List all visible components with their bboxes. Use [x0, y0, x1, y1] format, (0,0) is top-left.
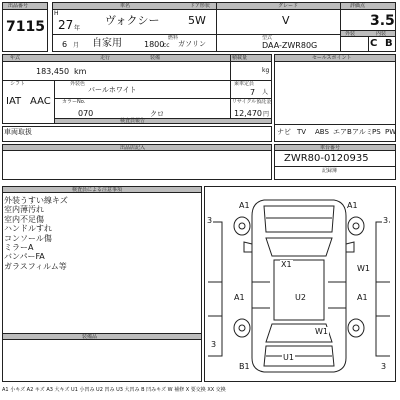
doors-value: 5W: [188, 14, 206, 27]
option-nav: ナビ: [277, 128, 291, 136]
score-value: 3.5: [370, 13, 395, 29]
grade-label: グレード: [278, 3, 299, 9]
grade-value: V: [282, 14, 290, 27]
damage-mark: 3: [383, 216, 389, 225]
seats-value: 7: [250, 88, 256, 97]
recycle-label: リサイクル預託金: [232, 99, 272, 105]
displacement-value: 1800: [144, 40, 165, 49]
damage-item: ミラーA: [4, 243, 34, 253]
damage-mark: A1: [234, 293, 245, 302]
seats-unit: 人: [262, 89, 269, 96]
make-label: 車名: [120, 3, 131, 9]
year-era: H: [54, 10, 59, 17]
score-label: 評価点: [350, 3, 366, 9]
seats-label: 乗車定員: [234, 81, 255, 87]
damage-mark: A1: [347, 201, 358, 210]
damage-mark: X1: [281, 260, 292, 269]
car-diagram: [204, 186, 396, 382]
color-no-value: 070: [78, 109, 94, 118]
interior-grade: C: [370, 38, 378, 49]
damage-mark: 3: [211, 340, 217, 349]
damage-mark: A1: [239, 201, 250, 210]
option-airbag: エアB: [333, 128, 352, 136]
doors-label: ドア形状: [190, 3, 210, 9]
option-ps: PS: [372, 128, 381, 136]
color-value: パールホワイト: [88, 86, 137, 94]
fuel-value: ガソリン: [178, 40, 206, 48]
damage-mark: W1: [315, 327, 328, 336]
equipment-label-bar: [2, 333, 202, 340]
header-label-bar: [52, 2, 396, 10]
shift-value: IAT: [6, 96, 22, 107]
chassis-label: 車台番号: [320, 145, 341, 151]
option-abs: ABS: [315, 128, 329, 136]
damage-item: ガラスフィルム等: [4, 261, 67, 271]
recycle-value: 12,470: [234, 109, 262, 118]
specs-block: [2, 54, 272, 124]
ac-value: AAC: [30, 96, 51, 107]
damage-item: 室内薄汚れ: [4, 205, 44, 215]
damage-item: 外装うすい線キズ: [4, 196, 68, 205]
history-block: [2, 126, 272, 142]
model-code-label: 型式: [262, 35, 273, 41]
damage-item: 室内不足傷: [4, 214, 44, 224]
mileage-unit: km: [74, 67, 87, 76]
year: 27: [58, 18, 74, 32]
damage-mark: U1: [283, 353, 294, 362]
damage-item: ハンドルすれ: [4, 224, 52, 234]
interior-label: 内装: [376, 31, 387, 37]
footer-legend: A1 小キズ A2 キズ A3 大キズ U1 小凹み U2 凹み U3 大凹み B 凹みキズ W 補修 X 要交換 XX 交換: [2, 387, 226, 393]
seller-notes-label: 出品店記入: [120, 145, 146, 151]
load-unit: kg: [262, 67, 270, 74]
color-no-label: カラーNo.: [62, 99, 86, 105]
month: 6: [62, 40, 68, 49]
damage-mark: 3: [207, 216, 213, 225]
year-model-label: 年式: [10, 55, 21, 61]
history-label: 車両取扱: [4, 128, 32, 136]
mileage-value: 183,450: [36, 67, 70, 76]
model-code-value: DAA-ZWR80G: [262, 41, 318, 50]
damage-mark: W1: [357, 264, 370, 273]
damage-list: [4, 196, 68, 271]
record-book-label: 記録簿: [322, 168, 338, 174]
damage-item: コンソール傷: [4, 233, 52, 243]
year-suffix: 年: [74, 25, 81, 32]
fuel-label: 燃料: [168, 35, 179, 41]
load-label: 積載量: [232, 55, 248, 61]
options-label: 装備: [150, 55, 161, 61]
shift-label: シフト: [10, 81, 26, 87]
damage-header: 検査員による注意事項: [72, 187, 123, 193]
model-name: ヴォクシー: [105, 14, 160, 27]
lot-number: 7115: [6, 19, 45, 35]
option-pw: PW: [385, 128, 397, 136]
mileage-label: 走行: [100, 55, 111, 61]
option-alloy: アルミ: [352, 128, 373, 136]
chassis-number: ZWR80-0120935: [284, 153, 369, 164]
option-tv: TV: [297, 128, 307, 136]
color-label: 外装色: [70, 81, 86, 87]
usage-value: 自家用: [92, 38, 122, 49]
notes-label: 検査員報告: [120, 118, 146, 124]
damage-mark: 3: [381, 362, 387, 371]
history-label-bar: [54, 118, 272, 124]
trim-value: クロ: [150, 110, 164, 118]
damage-mark: B1: [239, 362, 250, 371]
lot-label: 出品番号: [8, 3, 29, 9]
displacement-unit: cc: [163, 42, 170, 49]
damage-mark: U2: [295, 293, 306, 302]
recycle-unit: 円: [263, 111, 270, 118]
damage-item: バンパーFA: [4, 252, 45, 262]
exterior-grade: B: [385, 38, 393, 49]
sales-point-label: セールスポイント: [312, 55, 352, 61]
equipment-label: 装備品: [82, 334, 98, 340]
exterior-label: 外装: [345, 31, 356, 37]
damage-mark: A1: [357, 293, 368, 302]
month-suffix: 月: [73, 42, 80, 49]
